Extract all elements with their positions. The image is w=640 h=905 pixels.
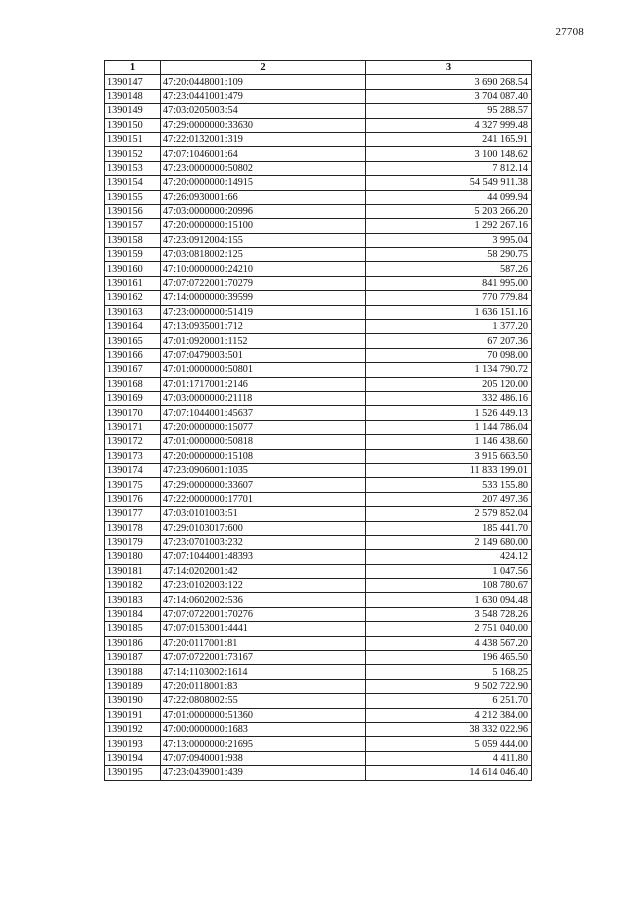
value-cell: 4 411.80 — [366, 751, 532, 765]
row-number-cell: 1390172 — [105, 435, 161, 449]
cadastral-number-cell: 47:23:0439001:439 — [161, 766, 366, 780]
table-row — [105, 262, 532, 276]
table-row — [105, 420, 532, 434]
cadastral-number-cell: 47:14:0602002:536 — [161, 593, 366, 607]
row-number-cell: 1390187 — [105, 651, 161, 665]
value-cell: 14 614 046.40 — [366, 766, 532, 780]
table-row — [105, 104, 532, 118]
row-number-cell: 1390171 — [105, 420, 161, 434]
row-number-cell: 1390167 — [105, 363, 161, 377]
value-cell: 9 502 722.90 — [366, 679, 532, 693]
cadastral-number-cell: 47:07:1044001:45637 — [161, 406, 366, 420]
row-number-cell: 1390189 — [105, 679, 161, 693]
value-cell: 54 549 911.38 — [366, 176, 532, 190]
row-number-cell: 1390165 — [105, 334, 161, 348]
table-row — [105, 305, 532, 319]
table-row — [105, 391, 532, 405]
value-cell: 3 995.04 — [366, 233, 532, 247]
value-cell: 841 995.00 — [366, 276, 532, 290]
table-row — [105, 636, 532, 650]
row-number-cell: 1390154 — [105, 176, 161, 190]
cadastral-number-cell: 47:07:0722001:70279 — [161, 276, 366, 290]
cadastral-value-table-container — [104, 60, 531, 781]
value-cell: 1 047.56 — [366, 564, 532, 578]
row-number-cell: 1390192 — [105, 722, 161, 736]
value-cell: 70 098.00 — [366, 348, 532, 362]
row-number-cell: 1390180 — [105, 550, 161, 564]
row-number-cell: 1390147 — [105, 75, 161, 89]
table-row — [105, 665, 532, 679]
row-number-cell: 1390182 — [105, 579, 161, 593]
table-row — [105, 463, 532, 477]
cadastral-number-cell: 47:14:0202001:42 — [161, 564, 366, 578]
value-cell: 3 100 148.62 — [366, 147, 532, 161]
table-row — [105, 622, 532, 636]
row-number-cell: 1390157 — [105, 219, 161, 233]
row-number-cell: 1390151 — [105, 132, 161, 146]
cadastral-number-cell: 47:23:0701003:232 — [161, 535, 366, 549]
row-number-cell: 1390158 — [105, 233, 161, 247]
value-cell: 185 441.70 — [366, 521, 532, 535]
value-cell: 1 630 094.48 — [366, 593, 532, 607]
row-number-cell: 1390175 — [105, 478, 161, 492]
cadastral-number-cell: 47:03:0000000:21118 — [161, 391, 366, 405]
value-cell: 533 155.80 — [366, 478, 532, 492]
cadastral-number-cell: 47:03:0205003:54 — [161, 104, 366, 118]
cadastral-number-cell: 47:23:0102003:122 — [161, 579, 366, 593]
cadastral-number-cell: 47:07:0153001:4441 — [161, 622, 366, 636]
table-row — [105, 535, 532, 549]
table-row — [105, 694, 532, 708]
table-row — [105, 147, 532, 161]
value-cell: 1 526 449.13 — [366, 406, 532, 420]
row-number-cell: 1390160 — [105, 262, 161, 276]
value-cell: 95 288.57 — [366, 104, 532, 118]
table-row — [105, 435, 532, 449]
cadastral-number-cell: 47:29:0000000:33630 — [161, 118, 366, 132]
value-cell: 108 780.67 — [366, 579, 532, 593]
value-cell: 58 290.75 — [366, 248, 532, 262]
value-cell: 2 751 040.00 — [366, 622, 532, 636]
cadastral-number-cell: 47:10:0000000:24210 — [161, 262, 366, 276]
cadastral-number-cell: 47:23:0912004:155 — [161, 233, 366, 247]
row-number-cell: 1390166 — [105, 348, 161, 362]
value-cell: 1 146 438.60 — [366, 435, 532, 449]
value-cell: 1 636 151.16 — [366, 305, 532, 319]
cadastral-number-cell: 47:07:0940001:938 — [161, 751, 366, 765]
table-row — [105, 449, 532, 463]
row-number-cell: 1390195 — [105, 766, 161, 780]
cadastral-number-cell: 47:23:0441001:479 — [161, 89, 366, 103]
table-row — [105, 406, 532, 420]
table-row — [105, 276, 532, 290]
value-cell: 2 579 852.04 — [366, 507, 532, 521]
value-cell: 7 812.14 — [366, 161, 532, 175]
table-row — [105, 607, 532, 621]
value-cell: 3 915 663.50 — [366, 449, 532, 463]
table-row — [105, 521, 532, 535]
cadastral-value-table — [104, 60, 532, 781]
table-row — [105, 233, 532, 247]
value-cell: 5 168.25 — [366, 665, 532, 679]
row-number-cell: 1390161 — [105, 276, 161, 290]
value-cell: 67 207.36 — [366, 334, 532, 348]
value-cell: 44 099.94 — [366, 190, 532, 204]
row-number-cell: 1390185 — [105, 622, 161, 636]
table-row — [105, 507, 532, 521]
value-cell: 1 134 790.72 — [366, 363, 532, 377]
row-number-cell: 1390169 — [105, 391, 161, 405]
row-number-cell: 1390164 — [105, 320, 161, 334]
cadastral-number-cell: 47:29:0000000:33607 — [161, 478, 366, 492]
cadastral-number-cell: 47:20:0000000:15108 — [161, 449, 366, 463]
value-cell: 587.26 — [366, 262, 532, 276]
value-cell: 196 465.50 — [366, 651, 532, 665]
cadastral-number-cell: 47:20:0000000:15077 — [161, 420, 366, 434]
value-cell: 3 548 728.26 — [366, 607, 532, 621]
cadastral-number-cell: 47:14:0000000:39599 — [161, 291, 366, 305]
cadastral-number-cell: 47:07:0722001:73167 — [161, 651, 366, 665]
table-row — [105, 348, 532, 362]
row-number-cell: 1390179 — [105, 535, 161, 549]
row-number-cell: 1390152 — [105, 147, 161, 161]
table-row — [105, 679, 532, 693]
cadastral-number-cell: 47:26:0930001:66 — [161, 190, 366, 204]
row-number-cell: 1390156 — [105, 204, 161, 218]
row-number-cell: 1390178 — [105, 521, 161, 535]
table-row — [105, 118, 532, 132]
row-number-cell: 1390186 — [105, 636, 161, 650]
row-number-cell: 1390168 — [105, 377, 161, 391]
row-number-cell: 1390170 — [105, 406, 161, 420]
value-cell: 424.12 — [366, 550, 532, 564]
value-cell: 5 203 266.20 — [366, 204, 532, 218]
table-row — [105, 75, 532, 89]
row-number-cell: 1390193 — [105, 737, 161, 751]
value-cell: 207 497.36 — [366, 492, 532, 506]
cadastral-number-cell: 47:01:0920001:1152 — [161, 334, 366, 348]
table-row — [105, 492, 532, 506]
column-header-value: 3 — [366, 61, 532, 75]
table-row — [105, 579, 532, 593]
row-number-cell: 1390159 — [105, 248, 161, 262]
value-cell: 3 690 268.54 — [366, 75, 532, 89]
value-cell: 770 779.84 — [366, 291, 532, 305]
column-header-number: 1 — [105, 61, 161, 75]
table-header-row — [105, 61, 532, 75]
table-row — [105, 708, 532, 722]
cadastral-number-cell: 47:01:0000000:51360 — [161, 708, 366, 722]
value-cell: 4 212 384.00 — [366, 708, 532, 722]
row-number-cell: 1390173 — [105, 449, 161, 463]
row-number-cell: 1390162 — [105, 291, 161, 305]
row-number-cell: 1390188 — [105, 665, 161, 679]
table-row — [105, 190, 532, 204]
table-body — [105, 75, 532, 780]
table-row — [105, 377, 532, 391]
row-number-cell: 1390163 — [105, 305, 161, 319]
value-cell: 1 377.20 — [366, 320, 532, 334]
cadastral-number-cell: 47:03:0101003:51 — [161, 507, 366, 521]
table-row — [105, 564, 532, 578]
cadastral-number-cell: 47:14:1103002:1614 — [161, 665, 366, 679]
row-number-cell: 1390184 — [105, 607, 161, 621]
value-cell: 205 120.00 — [366, 377, 532, 391]
value-cell: 11 833 199.01 — [366, 463, 532, 477]
page-number: 27708 — [555, 26, 584, 38]
cadastral-number-cell: 47:13:0000000:21695 — [161, 737, 366, 751]
table-row — [105, 593, 532, 607]
cadastral-number-cell: 47:22:0132001:319 — [161, 132, 366, 146]
row-number-cell: 1390181 — [105, 564, 161, 578]
row-number-cell: 1390174 — [105, 463, 161, 477]
cadastral-number-cell: 47:13:0935001:712 — [161, 320, 366, 334]
row-number-cell: 1390183 — [105, 593, 161, 607]
row-number-cell: 1390194 — [105, 751, 161, 765]
cadastral-number-cell: 47:07:1046001:64 — [161, 147, 366, 161]
cadastral-number-cell: 47:03:0000000:20996 — [161, 204, 366, 218]
table-row — [105, 248, 532, 262]
table-row — [105, 363, 532, 377]
value-cell: 1 144 786.04 — [366, 420, 532, 434]
table-row — [105, 320, 532, 334]
table-row — [105, 204, 532, 218]
table-row — [105, 751, 532, 765]
column-header-cadastral-number: 2 — [161, 61, 366, 75]
cadastral-number-cell: 47:20:0118001:83 — [161, 679, 366, 693]
row-number-cell: 1390176 — [105, 492, 161, 506]
table-row — [105, 132, 532, 146]
cadastral-number-cell: 47:23:0000000:51419 — [161, 305, 366, 319]
row-number-cell: 1390191 — [105, 708, 161, 722]
cadastral-number-cell: 47:01:0000000:50801 — [161, 363, 366, 377]
value-cell: 5 059 444.00 — [366, 737, 532, 751]
row-number-cell: 1390177 — [105, 507, 161, 521]
cadastral-number-cell: 47:01:1717001:2146 — [161, 377, 366, 391]
cadastral-number-cell: 47:20:0117001:81 — [161, 636, 366, 650]
table-row — [105, 89, 532, 103]
cadastral-number-cell: 47:07:0479003:501 — [161, 348, 366, 362]
table-row — [105, 176, 532, 190]
row-number-cell: 1390190 — [105, 694, 161, 708]
cadastral-number-cell: 47:22:0000000:17701 — [161, 492, 366, 506]
row-number-cell: 1390148 — [105, 89, 161, 103]
table-row — [105, 766, 532, 780]
cadastral-number-cell: 47:29:0103017:600 — [161, 521, 366, 535]
cadastral-number-cell: 47:20:0448001:109 — [161, 75, 366, 89]
row-number-cell: 1390155 — [105, 190, 161, 204]
table-row — [105, 722, 532, 736]
cadastral-number-cell: 47:03:0818002:125 — [161, 248, 366, 262]
value-cell: 3 704 087.40 — [366, 89, 532, 103]
table-row — [105, 651, 532, 665]
cadastral-number-cell: 47:01:0000000:50818 — [161, 435, 366, 449]
cadastral-number-cell: 47:07:0722001:70276 — [161, 607, 366, 621]
value-cell: 38 332 022.96 — [366, 722, 532, 736]
value-cell: 1 292 267.16 — [366, 219, 532, 233]
value-cell: 2 149 680.00 — [366, 535, 532, 549]
value-cell: 241 165.91 — [366, 132, 532, 146]
table-row — [105, 334, 532, 348]
value-cell: 4 438 567.20 — [366, 636, 532, 650]
row-number-cell: 1390149 — [105, 104, 161, 118]
value-cell: 6 251.70 — [366, 694, 532, 708]
table-row — [105, 478, 532, 492]
table-row — [105, 219, 532, 233]
value-cell: 4 327 999.48 — [366, 118, 532, 132]
table-row — [105, 737, 532, 751]
cadastral-number-cell: 47:23:0000000:50802 — [161, 161, 366, 175]
table-row — [105, 161, 532, 175]
row-number-cell: 1390150 — [105, 118, 161, 132]
cadastral-number-cell: 47:00:0000000:1683 — [161, 722, 366, 736]
cadastral-number-cell: 47:23:0906001:1035 — [161, 463, 366, 477]
cadastral-number-cell: 47:07:1044001:48393 — [161, 550, 366, 564]
row-number-cell: 1390153 — [105, 161, 161, 175]
cadastral-number-cell: 47:22:0808002:55 — [161, 694, 366, 708]
table-row — [105, 550, 532, 564]
cadastral-number-cell: 47:20:0000000:15100 — [161, 219, 366, 233]
cadastral-number-cell: 47:20:0000000:14915 — [161, 176, 366, 190]
value-cell: 332 486.16 — [366, 391, 532, 405]
table-row — [105, 291, 532, 305]
